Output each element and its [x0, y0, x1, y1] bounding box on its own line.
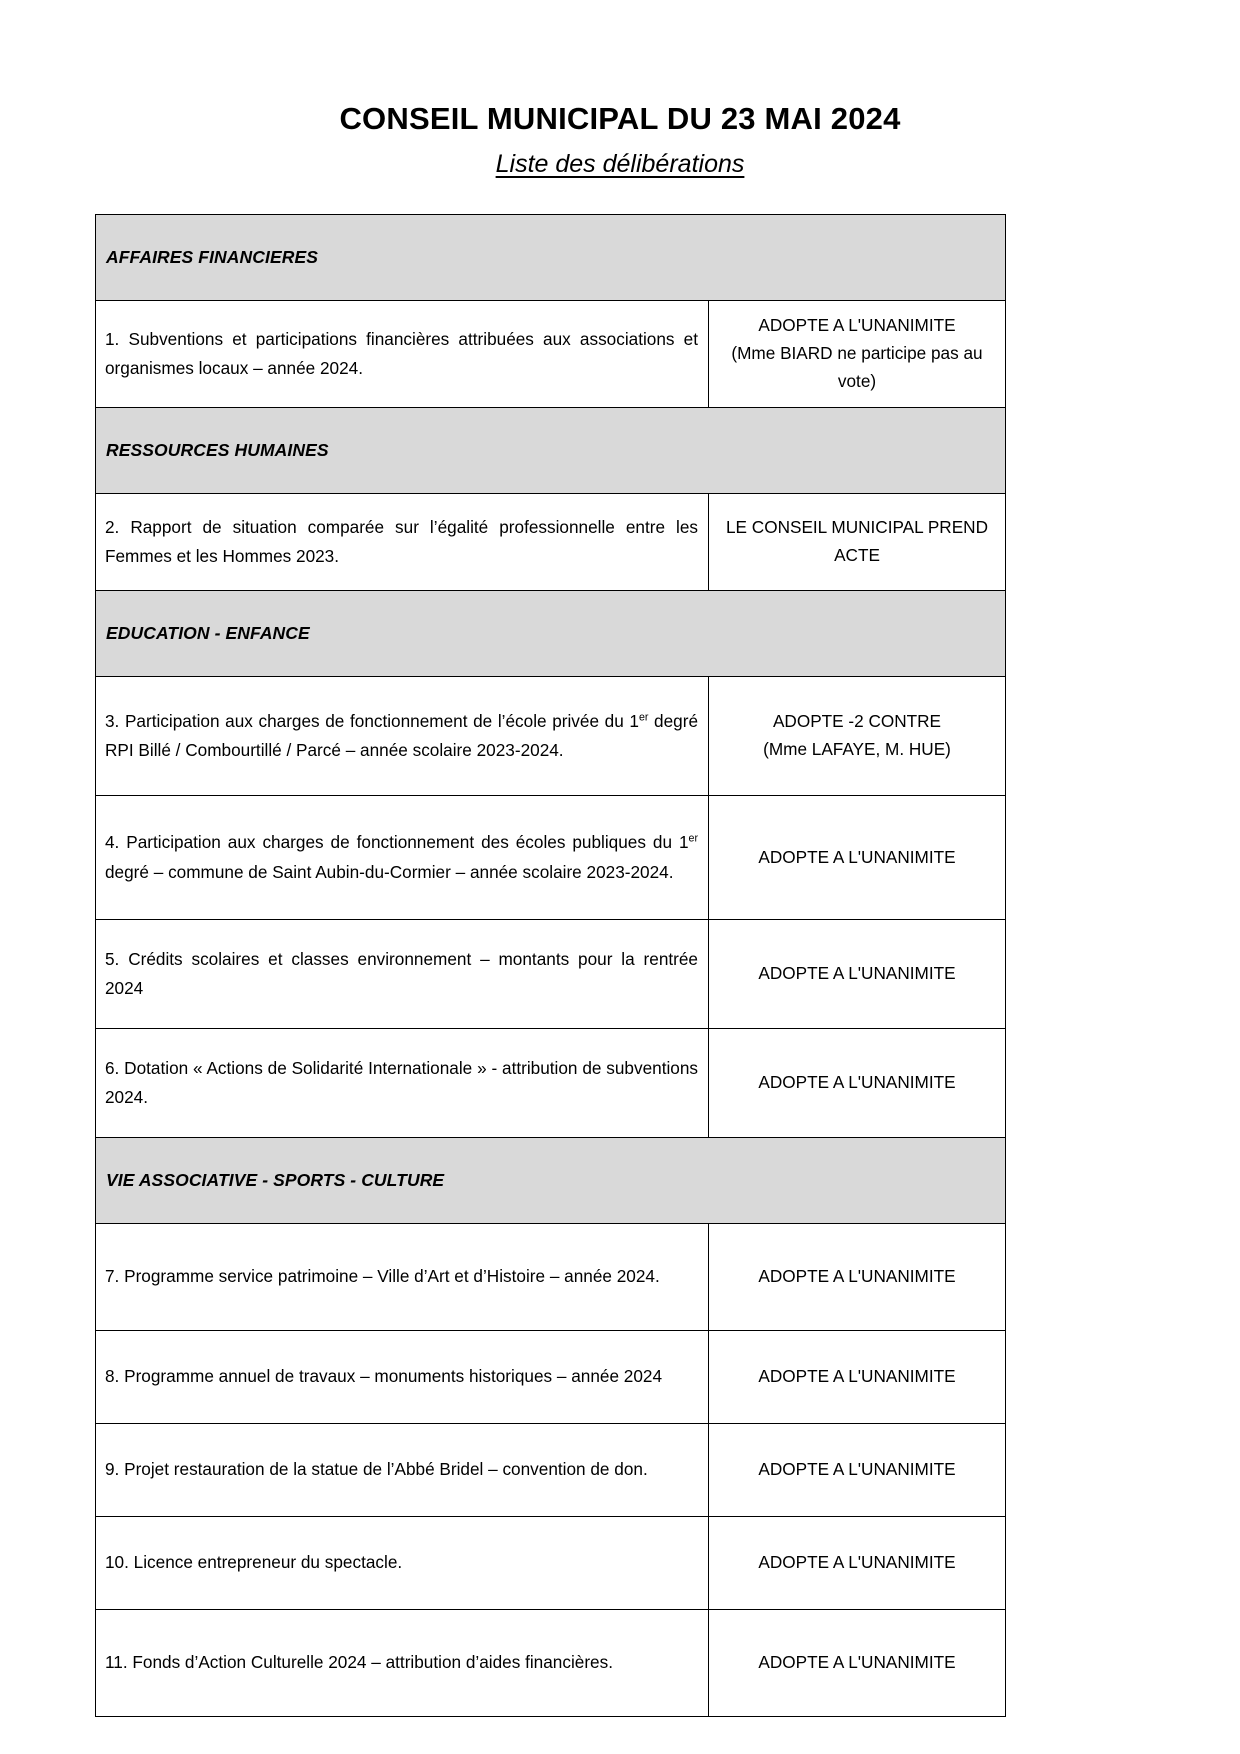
- table-row: [96, 1224, 1006, 1331]
- item-subject-cell: [96, 677, 709, 796]
- table-row: [96, 1424, 1006, 1517]
- item-decision-cell: [709, 1029, 1006, 1138]
- section-header-cell: [96, 591, 1006, 677]
- item-decision-text: ADOPTE A L'UNANIMITE (Mme BIARD ne participe pas au vote): [731, 315, 983, 391]
- item-subject-text: 7. Programme service patrimoine – Ville d’Art et d’Histoire – année 2024.: [105, 1266, 660, 1287]
- item-subject-cell: [96, 796, 709, 920]
- deliberations-table: [95, 214, 1006, 1717]
- item-subject-text: 3. Participation aux charges de fonctionnement de l’école privée du 1er degré RPI Billé / Combourtillé / Parcé – année scolaire 2023-2024.: [105, 710, 698, 760]
- item-decision-cell: [709, 920, 1006, 1029]
- item-subject-text: 2. Rapport de situation comparée sur l’égalité professionnelle entre les Femmes et les Hommes 2023.: [105, 516, 698, 566]
- item-decision-cell: [709, 1331, 1006, 1424]
- table-row: [96, 494, 1006, 591]
- item-subject-text: 8. Programme annuel de travaux – monuments historiques – année 2024: [105, 1366, 663, 1387]
- section-header-cell: [96, 408, 1006, 494]
- table-row: [96, 920, 1006, 1029]
- item-decision-text: ADOPTE A L'UNANIMITE: [758, 1552, 956, 1573]
- item-decision-cell: [709, 1517, 1006, 1610]
- table-row: [96, 1610, 1006, 1717]
- item-subject-cell: [96, 1424, 709, 1517]
- item-subject-cell: [96, 1029, 709, 1138]
- item-decision-cell: [709, 1610, 1006, 1717]
- section-header-row: [96, 408, 1006, 494]
- table-row: [96, 1517, 1006, 1610]
- page-subtitle: [0, 137, 1240, 179]
- table-row: [96, 1331, 1006, 1424]
- item-subject-text: 9. Projet restauration de la statue de l’Abbé Bridel – convention de don.: [105, 1459, 648, 1480]
- item-subject-text: 1. Subventions et participations financières attribuées aux associations et organismes locaux – année 2024.: [105, 328, 698, 378]
- section-header-row: [96, 1138, 1006, 1224]
- section-heading: EDUCATION - ENFANCE: [106, 622, 310, 643]
- item-decision-cell: [709, 1424, 1006, 1517]
- item-decision-text: ADOPTE A L'UNANIMITE: [758, 1459, 956, 1480]
- item-decision-cell: [709, 1224, 1006, 1331]
- item-subject-cell: [96, 1517, 709, 1610]
- deliberations-table-wrap: [95, 214, 1005, 1717]
- section-header-cell: [96, 215, 1006, 301]
- item-decision-text: ADOPTE A L'UNANIMITE: [758, 1366, 956, 1387]
- item-subject-cell: [96, 1610, 709, 1717]
- table-row: [96, 301, 1006, 408]
- page-subtitle-text: Liste des délibérations: [495, 149, 745, 178]
- item-subject-text: 4. Participation aux charges de fonctionnement des écoles publiques du 1er degré – commune de Saint Aubin-du-Cormier – année scolaire 2023-2024.: [105, 832, 698, 882]
- table-row: [96, 796, 1006, 920]
- section-heading: VIE ASSOCIATIVE - SPORTS - CULTURE: [106, 1169, 445, 1190]
- item-subject-cell: [96, 1224, 709, 1331]
- section-heading: AFFAIRES FINANCIERES: [106, 246, 319, 267]
- page-title: CONSEIL MUNICIPAL DU 23 MAI 2024: [339, 101, 901, 136]
- item-decision-text: ADOPTE A L'UNANIMITE: [758, 1072, 956, 1093]
- item-decision-text: ADOPTE A L'UNANIMITE: [758, 1266, 956, 1287]
- item-subject-text: 10. Licence entrepreneur du spectacle.: [105, 1552, 403, 1573]
- section-header-row: [96, 591, 1006, 677]
- item-decision-text: ADOPTE A L'UNANIMITE: [758, 846, 956, 867]
- item-decision-text: ADOPTE A L'UNANIMITE: [758, 1652, 956, 1673]
- item-decision-cell: [709, 301, 1006, 408]
- item-decision-text: LE CONSEIL MUNICIPAL PREND ACTE: [725, 517, 988, 565]
- item-subject-cell: [96, 920, 709, 1029]
- item-subject-cell: [96, 494, 709, 591]
- item-decision-text: ADOPTE A L'UNANIMITE: [758, 963, 956, 984]
- item-decision-cell: [709, 677, 1006, 796]
- item-subject-cell: [96, 1331, 709, 1424]
- item-decision-cell: [709, 796, 1006, 920]
- item-subject-text: 11. Fonds d’Action Culturelle 2024 – attribution d’aides financières.: [105, 1652, 613, 1673]
- section-header-cell: [96, 1138, 1006, 1224]
- item-decision-text: ADOPTE -2 CONTRE (Mme LAFAYE, M. HUE): [763, 711, 951, 759]
- section-header-row: [96, 215, 1006, 301]
- table-row: [96, 1029, 1006, 1138]
- item-subject-text: 6. Dotation « Actions de Solidarité Internationale » - attribution de subventions 2024.: [105, 1057, 698, 1107]
- item-decision-cell: [709, 494, 1006, 591]
- section-heading: RESSOURCES HUMAINES: [106, 439, 329, 460]
- table-row: [96, 677, 1006, 796]
- item-subject-text: 5. Crédits scolaires et classes environnement – montants pour la rentrée 2024: [105, 948, 698, 998]
- item-subject-cell: [96, 301, 709, 408]
